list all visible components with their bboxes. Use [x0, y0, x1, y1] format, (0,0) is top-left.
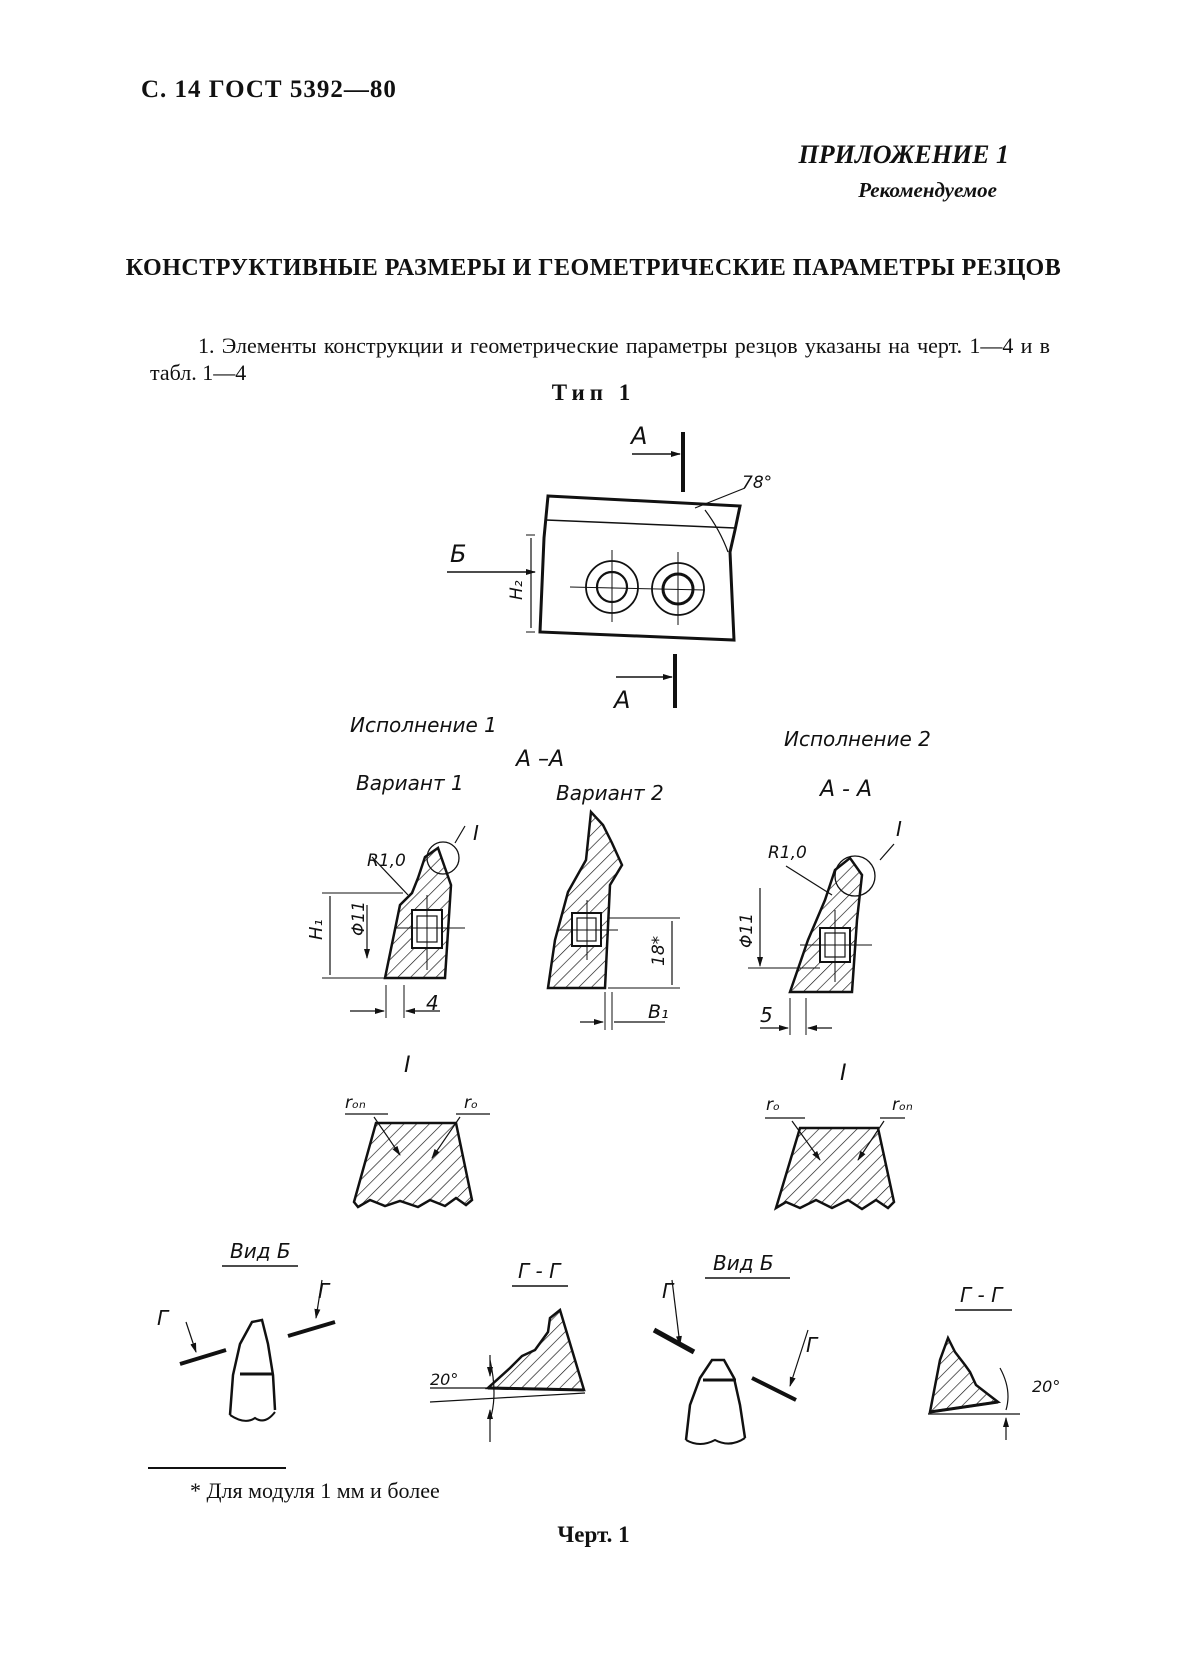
section-mark-top: А: [631, 422, 648, 450]
r-on-left-label: rₒₙ: [345, 1093, 366, 1113]
detail-i-1: I: [473, 821, 479, 845]
variant-1-label: Вариант 1: [356, 771, 464, 795]
detail-i-3: I: [404, 1053, 411, 1078]
execution-2-label: Исполнение 2: [784, 727, 931, 751]
view-b-left: [180, 1280, 335, 1421]
phi11-right-label: Φ11: [737, 912, 757, 948]
phi11-left-label: Φ11: [349, 900, 369, 936]
view-b-right: [654, 1280, 808, 1444]
g-label-b: Г: [318, 1279, 330, 1303]
angle-78-label: 78°: [742, 473, 773, 493]
appendix-status: Рекомендуемое: [858, 178, 997, 202]
b1-label: B₁: [648, 1001, 669, 1023]
section-title: КОНСТРУКТИВНЫЕ РАЗМЕРЫ И ГЕОМЕТРИЧЕСКИЕ ПАРАМЕТРЫ РЕЗЦОВ: [125, 255, 1062, 281]
dim-18-label: 18*: [649, 935, 669, 966]
section-variant-2: [548, 812, 680, 1030]
detail-i-4: I: [840, 1061, 847, 1086]
g-label-d: Г: [806, 1333, 818, 1357]
angle-20-right-label: 20°: [1032, 1377, 1061, 1396]
plan-view: [447, 432, 745, 708]
r-o-left-label: rₒ: [464, 1093, 479, 1113]
gg-1-label: Г - Г: [518, 1259, 561, 1283]
g-label-a: Г: [157, 1306, 169, 1330]
type-label: Тип 1: [551, 380, 636, 405]
detail-i-left: [345, 1114, 490, 1207]
angle-20-left-label: 20°: [430, 1370, 459, 1389]
section-aa-1-label: А –А: [516, 747, 565, 772]
intro-paragraph: 1. Элементы конструкции и геометрические параметры резцов указаны на черт. 1—4 и в табл. 1—4: [150, 333, 1050, 385]
r-o-right-label: rₒ: [766, 1095, 781, 1115]
footnote: * Для модуля 1 мм и более: [190, 1478, 440, 1503]
detail-i-right: [765, 1118, 905, 1209]
r10-left-label: R1,0: [367, 851, 406, 871]
variant-2-label: Вариант 2: [556, 781, 664, 805]
view-b-1-label: Вид Б: [230, 1239, 291, 1263]
section-aa-2-label: А - А: [820, 777, 873, 802]
footnote-rule: [148, 1467, 286, 1469]
gg-2-label: Г - Г: [960, 1283, 1003, 1307]
dim-5-label: 5: [760, 1003, 773, 1027]
section-mark-bottom: А: [614, 686, 631, 714]
g-label-c: Г: [662, 1279, 674, 1303]
detail-i-2: I: [896, 817, 902, 841]
h2-label: H₂: [507, 580, 527, 600]
view-b-2-label: Вид Б: [713, 1251, 774, 1275]
appendix-title: ПРИЛОЖЕНИЕ 1: [798, 140, 1009, 169]
r-on-right-label: rₒₙ: [892, 1095, 913, 1115]
h1-label: H₁: [306, 919, 327, 940]
section-gg-right: [928, 1338, 1020, 1440]
execution-1-label: Исполнение 1: [350, 713, 497, 737]
dim-4-label: 4: [426, 991, 439, 1015]
figure-caption: Черт. 1: [557, 1522, 630, 1547]
view-arrow-label: Б: [450, 540, 467, 568]
page-header: С. 14 ГОСТ 5392—80: [141, 76, 397, 103]
r10-right-label: R1,0: [768, 843, 807, 863]
